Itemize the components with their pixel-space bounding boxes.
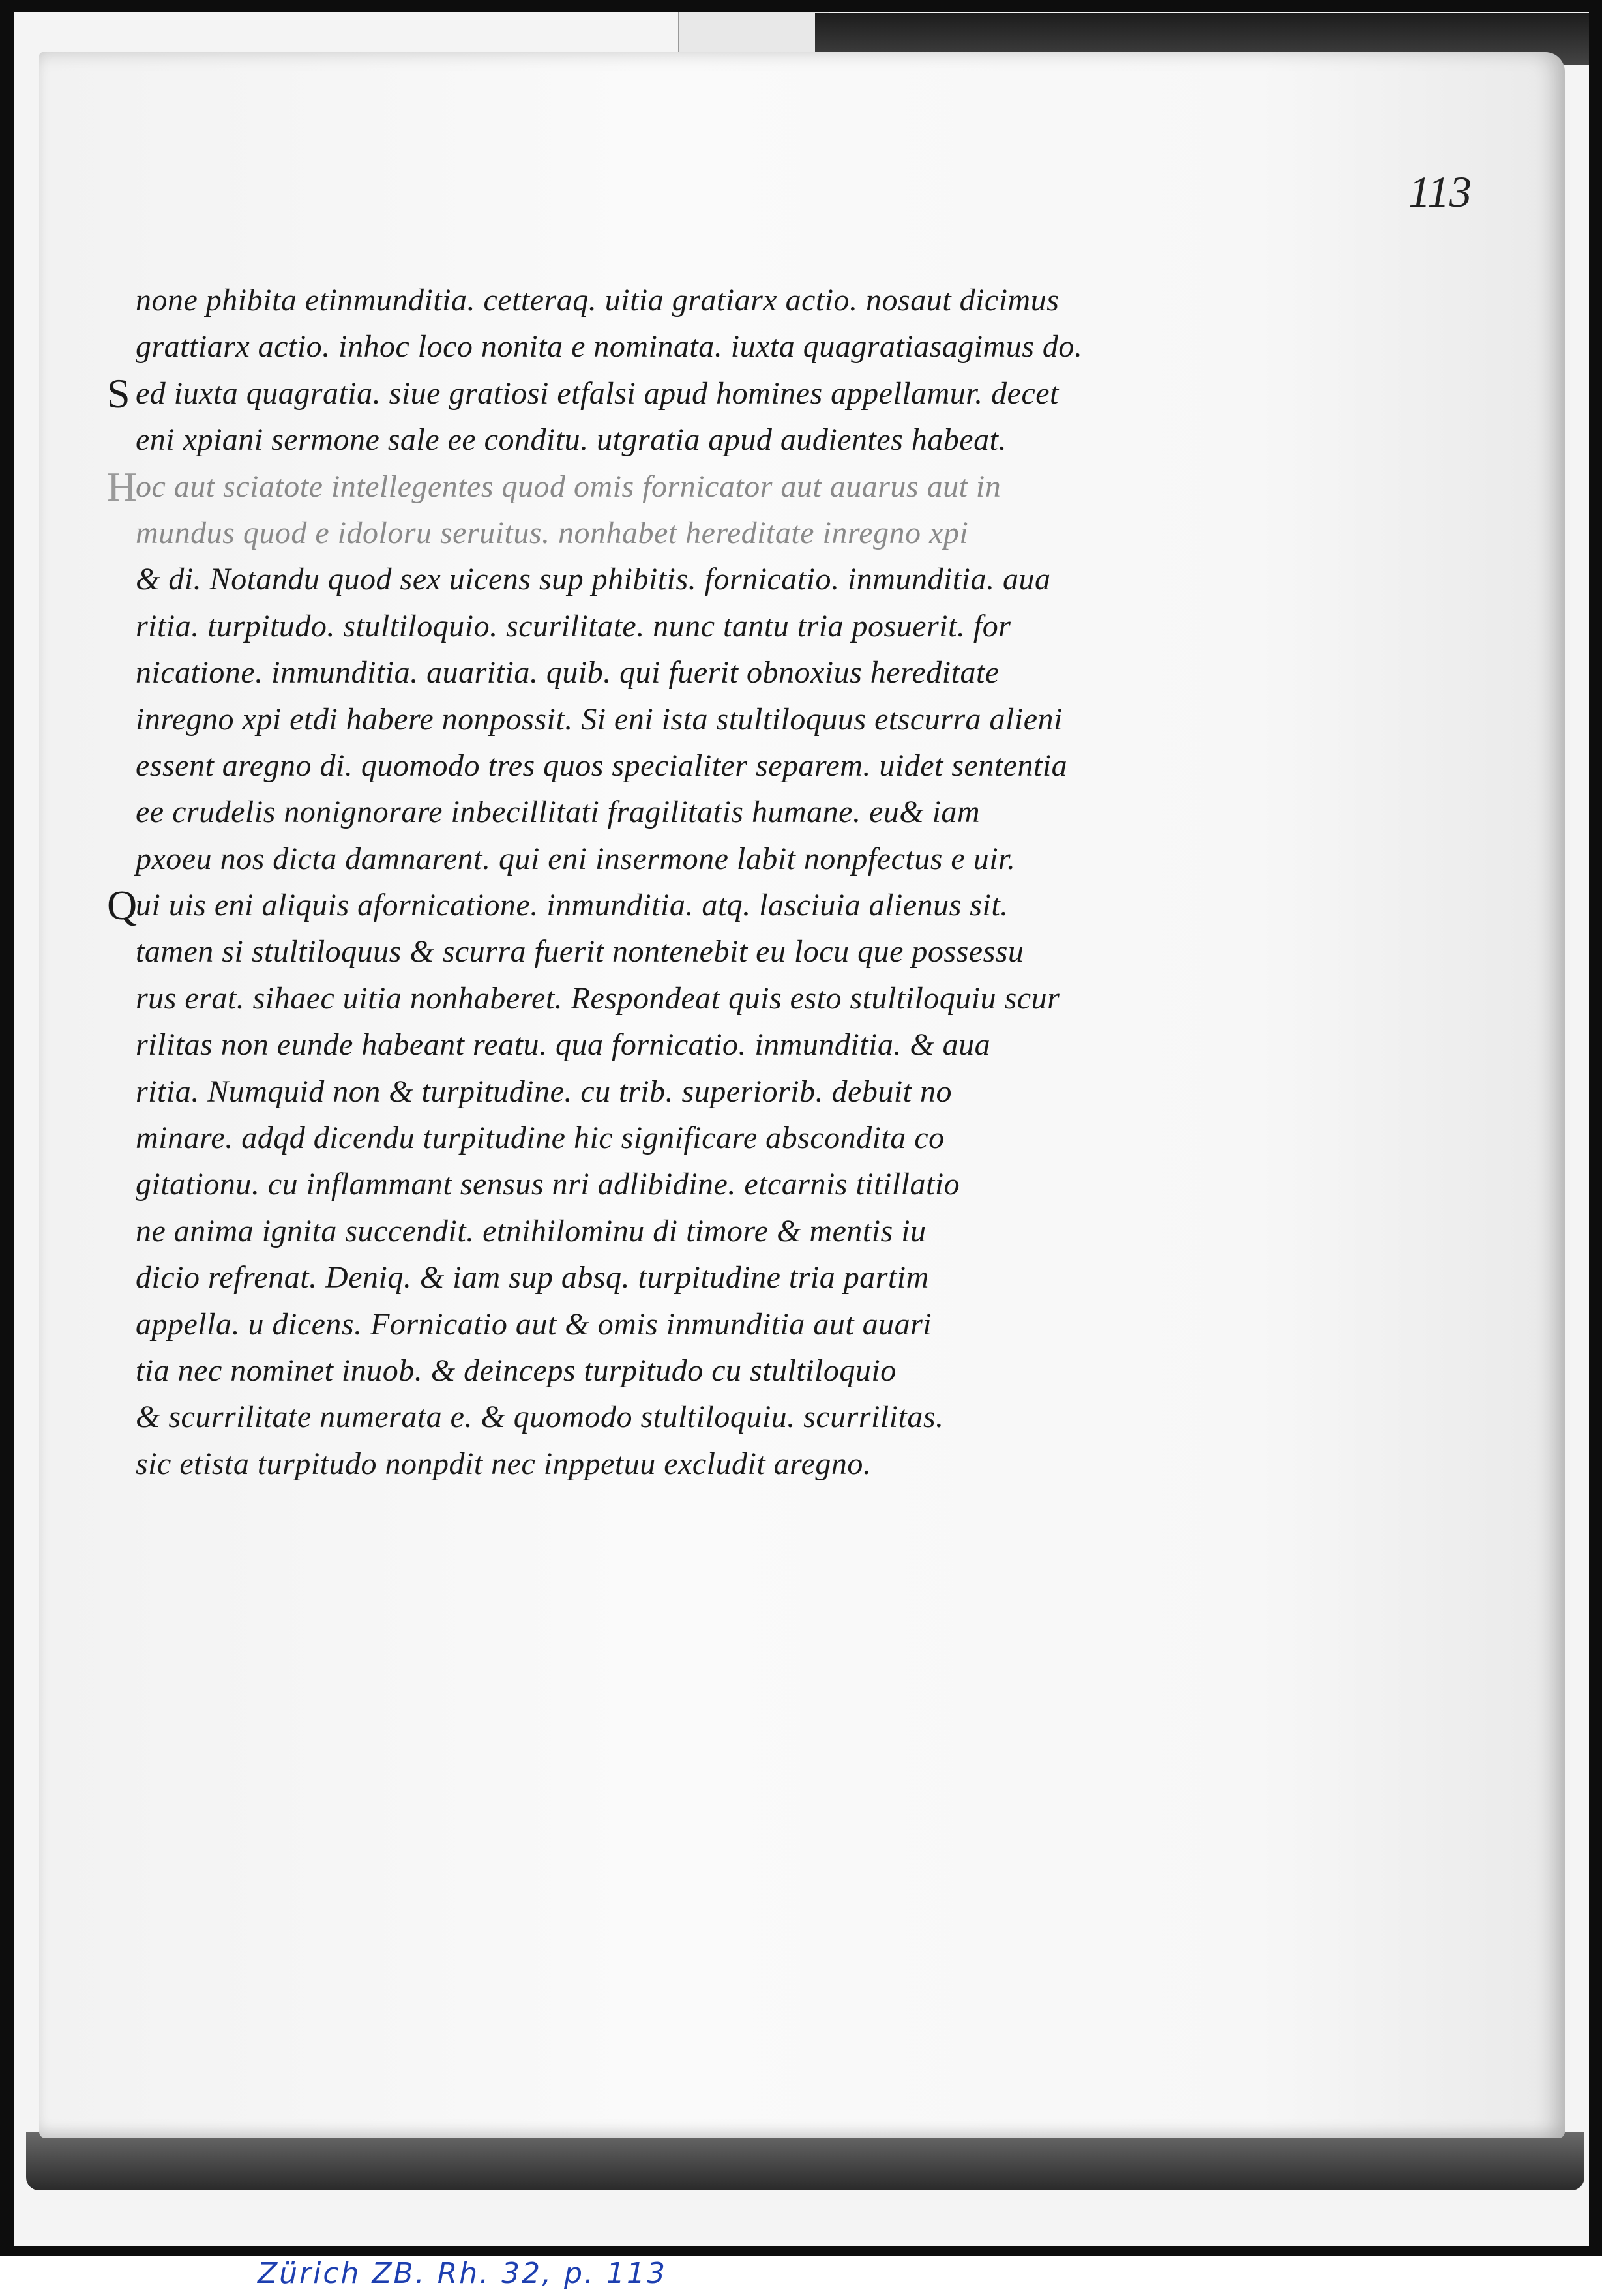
initial-letter: Q: [107, 882, 138, 929]
manuscript-line: [136, 975, 1440, 1022]
manuscript-line: [136, 1254, 1440, 1301]
shelfmark-caption: Zürich ZB. Rh. 32, p. 113: [258, 2257, 667, 2290]
manuscript-line: [136, 743, 1440, 789]
page-edge-shadow: [26, 2132, 1584, 2190]
manuscript-line: [136, 510, 1440, 556]
line-text: & scurrilitate numerata e. & quomodo stultiloquiu. scurrilitas.: [136, 1400, 944, 1435]
line-text: nicatione. inmunditia. auaritia. quib. qui fuerit obnoxius hereditate: [136, 655, 1000, 690]
line-text: sic etista turpitudo nonpdit nec inppetuu excludit aregno.: [136, 1446, 872, 1481]
manuscript-line: [136, 649, 1440, 696]
manuscript-line: [107, 370, 1440, 417]
manuscript-line: [136, 1022, 1440, 1068]
line-text: dicio refrenat. Deniq. & iam sup absq. turpitudine tria partim: [136, 1260, 929, 1295]
initial-letter: H: [107, 463, 138, 510]
manuscript-line: [107, 463, 1440, 510]
line-text: mundus quod e idoloru seruitus. nonhabet hereditate inregno xpi: [136, 515, 969, 550]
line-text: inregno xpi etdi habere nonpossit. Si eni ista stultiloquus etscurra alieni: [136, 701, 1063, 737]
line-text: ui uis eni aliquis afornicatione. inmunditia. atq. lasciuia alienus sit.: [136, 888, 1009, 923]
line-text: ee crudelis nonignorare inbecillitati fragilitatis humane. eu& iam: [136, 795, 981, 830]
initial-letter: S: [107, 370, 131, 417]
manuscript-line: [136, 1347, 1440, 1394]
manuscript-line: [136, 1394, 1440, 1440]
line-text: ne anima ignita succendit. etnihilominu di timore & mentis iu: [136, 1213, 927, 1248]
line-text: pxoeu nos dicta damnarent. qui eni insermone labit nonpfectus e uir.: [136, 841, 1016, 876]
manuscript-page: [39, 52, 1565, 2138]
folio-number: 113: [1408, 167, 1472, 216]
line-text: essent aregno di. quomodo tres quos specialiter separem. uidet sententia: [136, 748, 1068, 783]
manuscript-line: [107, 882, 1440, 929]
manuscript-line: [136, 696, 1440, 743]
line-text: oc aut sciatote intellegentes quod omis fornicator aut auarus aut in: [136, 469, 1001, 504]
manuscript-line: [136, 789, 1440, 835]
manuscript-line: [136, 1068, 1440, 1115]
manuscript-line: [136, 1301, 1440, 1347]
line-text: ritia. turpitudo. stultiloquio. scurilitate. nunc tantu tria posuerit. for: [136, 608, 1011, 643]
line-text: grattiarx actio. inhoc loco nonita e nominata. iuxta quagratiasagimus do.: [136, 329, 1083, 364]
manuscript-line: [136, 836, 1440, 882]
line-text: ed iuxta quagratia. siue gratiosi etfalsi apud homines appellamur. decet: [136, 375, 1059, 411]
manuscript-line: [136, 277, 1440, 323]
line-text: ritia. Numquid non & turpitudine. cu trib. superiorib. debuit no: [136, 1074, 953, 1109]
line-text: minare. adqd dicendu turpitudine hic significare abscondita co: [136, 1121, 945, 1156]
line-text: & di. Notandu quod sex uicens sup phibitis. fornicatio. inmunditia. aua: [136, 562, 1051, 597]
line-text: tamen si stultiloquus & scurra fuerit nontenebit eu locu que possessu: [136, 934, 1024, 969]
line-text: none phibita etinmunditia. cetteraq. uitia gratiarx actio. nosaut dicimus: [136, 283, 1060, 317]
manuscript-line: [136, 417, 1440, 463]
manuscript-line: [136, 1161, 1440, 1207]
manuscript-line: [136, 928, 1440, 975]
line-text: rus erat. sihaec uitia nonhaberet. Respondeat quis esto stultiloquiu scur: [136, 980, 1060, 1016]
manuscript-line: [136, 603, 1440, 649]
text-block: [107, 277, 1440, 1487]
manuscript-line: [136, 556, 1440, 602]
line-text: rilitas non eunde habeant reatu. qua fornicatio. inmunditia. & aua: [136, 1027, 991, 1063]
line-text: tia nec nominet inuob. & deinceps turpitudo cu stultiloquio: [136, 1353, 897, 1388]
line-text: eni xpiani sermone sale ee conditu. utgratia apud audientes habeat.: [136, 422, 1007, 458]
manuscript-line: [136, 1441, 1440, 1487]
manuscript-line: [136, 323, 1440, 370]
manuscript-line: [136, 1115, 1440, 1161]
manuscript-line: [136, 1208, 1440, 1254]
line-text: appella. u dicens. Fornicatio aut & omis inmunditia aut auari: [136, 1306, 932, 1342]
line-text: gitationu. cu inflammant sensus nri adlibidine. etcarnis titillatio: [136, 1167, 960, 1202]
